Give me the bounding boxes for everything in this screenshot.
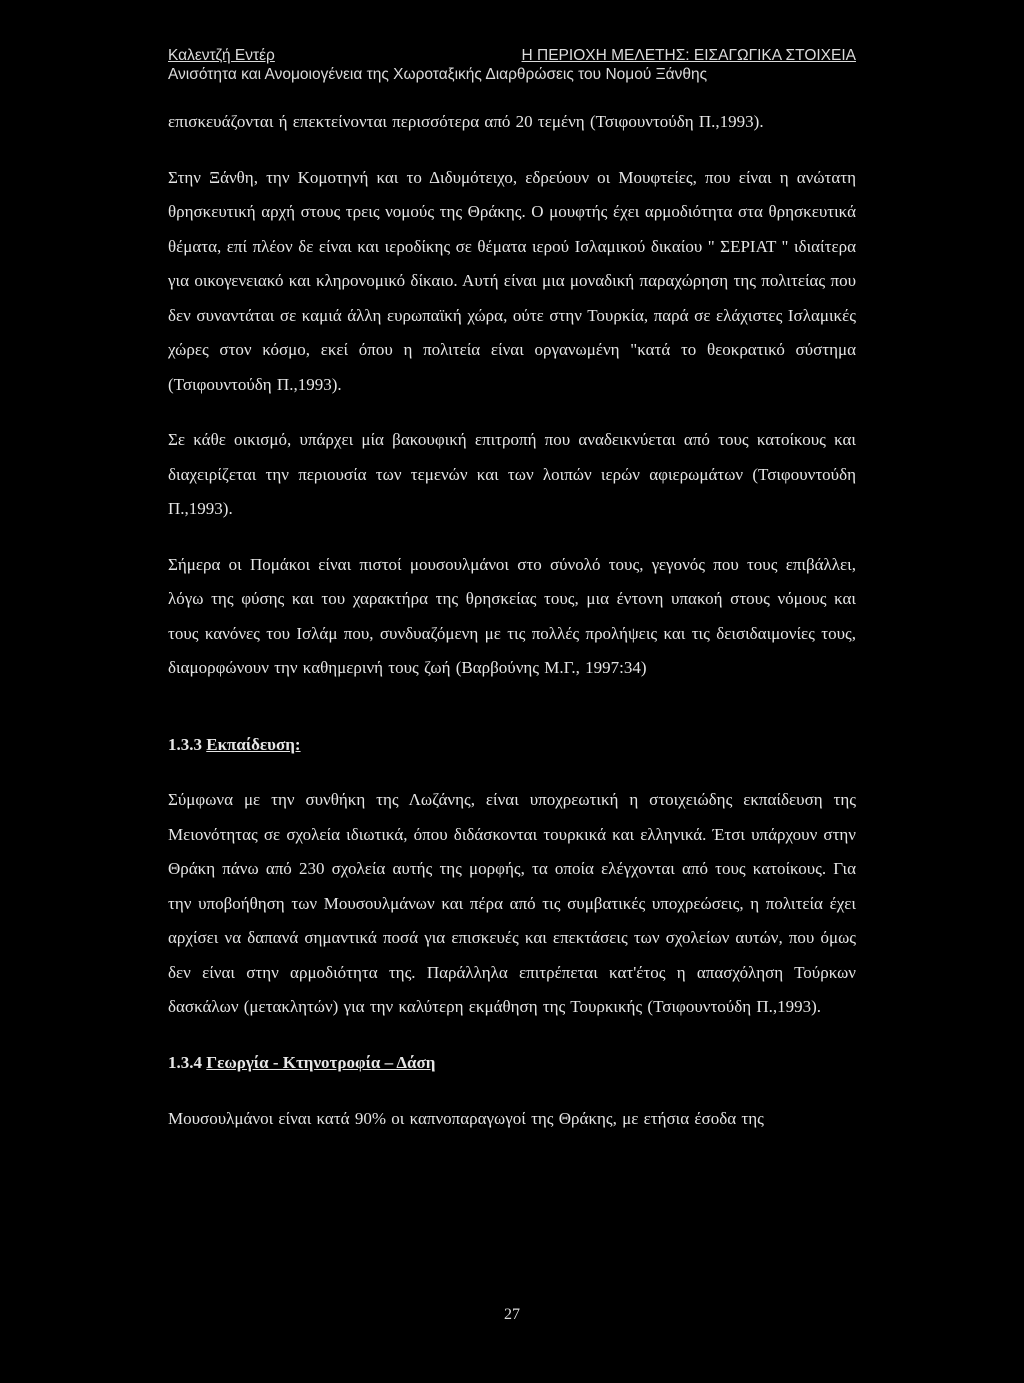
- paragraph-agriculture: Μουσουλμάνοι είναι κατά 90% οι καπνοπαραγωγοί της Θράκης, με ετήσια έσοδα της: [168, 1109, 764, 1128]
- paragraph-pomaks: Σήμερα οι Πομάκοι είναι πιστοί μουσουλμάνοι στο σύνολό τους, γεγονός που τους επιβάλλει, λόγω της φύσης και του χαρακτήρα της θρησκείας τους, μια έντονη υπακοή στους νόμους και τους κανόνες του Ισλάμ που, συνδυαζόμενη με τις πολλές προλήψεις και τις δεισιδαιμονίες τους, διαμορφώνουν την καθημερινή τους ζωή (Βαρβούνης Μ.Γ., 1997:34): [168, 554, 856, 677]
- section-number: 1.3.4: [168, 1052, 202, 1072]
- running-header: [168, 46, 856, 84]
- section-number: 1.3.3: [168, 734, 202, 754]
- section-heading-education: [168, 728, 856, 763]
- paragraph-muftis: Στην Ξάνθη, την Κομοτηνή και το Διδυμότειχο, εδρεύουν οι Μουφτείες, που είναι η ανώτατη θρησκευτική αρχή στους τρεις νομούς της Θράκης. Ο μουφτής έχει αρμοδιότητα στα θρησκευτικά θέματα, επί πλέον δε είναι και ιεροδίκης σε θέματα ιερού Ισλαμικού δικαίου " ΣΕΡΙΑΤ " ιδιαίτερα για οικογενειακό και κληρονομικό δίκαιο. Αυτή είναι μια μοναδική παραχώρηση της πολιτείας που δεν συναντάται σε καμιά άλλη ευρωπαϊκή χώρα, ούτε στην Τουρκία, παρά σε ελάχιστες Ισλαμικές χώρες στον κόσμο, εκεί όπου η πολιτεία είναι οργανωμένη "κατά το θεοκρατικό σύστημα (Τσιφουντούδη Π.,1993).: [168, 167, 856, 394]
- page-number: 27: [504, 1306, 520, 1323]
- section-title: Εκπαίδευση:: [206, 734, 301, 754]
- section-heading-agriculture: [168, 1046, 856, 1081]
- paragraph-education: Σύμφωνα με την συνθήκη της Λωζάνης, είναι υποχρεωτική η στοιχειώδης εκπαίδευση της Μειονότητας σε σχολεία ιδιωτικά, όπου διδάσκονται τουρκικά και ελληνικά. Έτσι υπάρχουν στην Θράκη πάνω από 230 σχολεία αυτής της μορφής, τα οποία ελέγχονται από τους κατοίκους. Για την υποβοήθηση των Μουσουλμάνων και πέρα από τις συμβατικές υποχρεώσεις, η πολιτεία έχει αρχίσει να δαπανά σημαντικά ποσά για επισκευές και επεκτάσεις των σχολείων αυτών, που όμως δεν είναι στην αρμοδιότητα της. Παράλληλα επιτρέπεται κατ'έτος η απασχόληση Τούρκων δασκάλων (μετακλητών) για την καλύτερη εκμάθηση της Τουρκικής (Τσιφουντούδη Π.,1993).: [168, 790, 856, 1016]
- header-top-row: [168, 46, 856, 65]
- page-body: [168, 105, 856, 1158]
- header-subtitle: Ανισότητα και Ανομοιογένεια της Χωροταξικής Διαρθρώσεις του Νομού Ξάνθης: [168, 66, 708, 83]
- header-author: Καλεντζή Εντέρ: [168, 47, 275, 64]
- paragraph-continuation: επισκευάζονται ή επεκτείνονται περισσότερα από 20 τεμένη (Τσιφουντούδη Π.,1993).: [168, 112, 764, 131]
- header-chapter: Η ΠΕΡΙΟΧΗ ΜΕΛΕΤΗΣ: ΕΙΣΑΓΩΓΙΚΑ ΣΤΟΙΧΕΙΑ: [521, 47, 856, 64]
- paragraph-vakf-committee: Σε κάθε οικισμό, υπάρχει μία βακουφική επιτροπή που αναδεικνύεται από τους κατοίκους και διαχειρίζεται την περιουσία των τεμενών και των λοιπών ιερών αφιερωμάτων (Τσιφουντούδη Π.,1993).: [168, 430, 856, 518]
- section-title: Γεωργία - Κτηνοτροφία – Δάση: [206, 1052, 436, 1072]
